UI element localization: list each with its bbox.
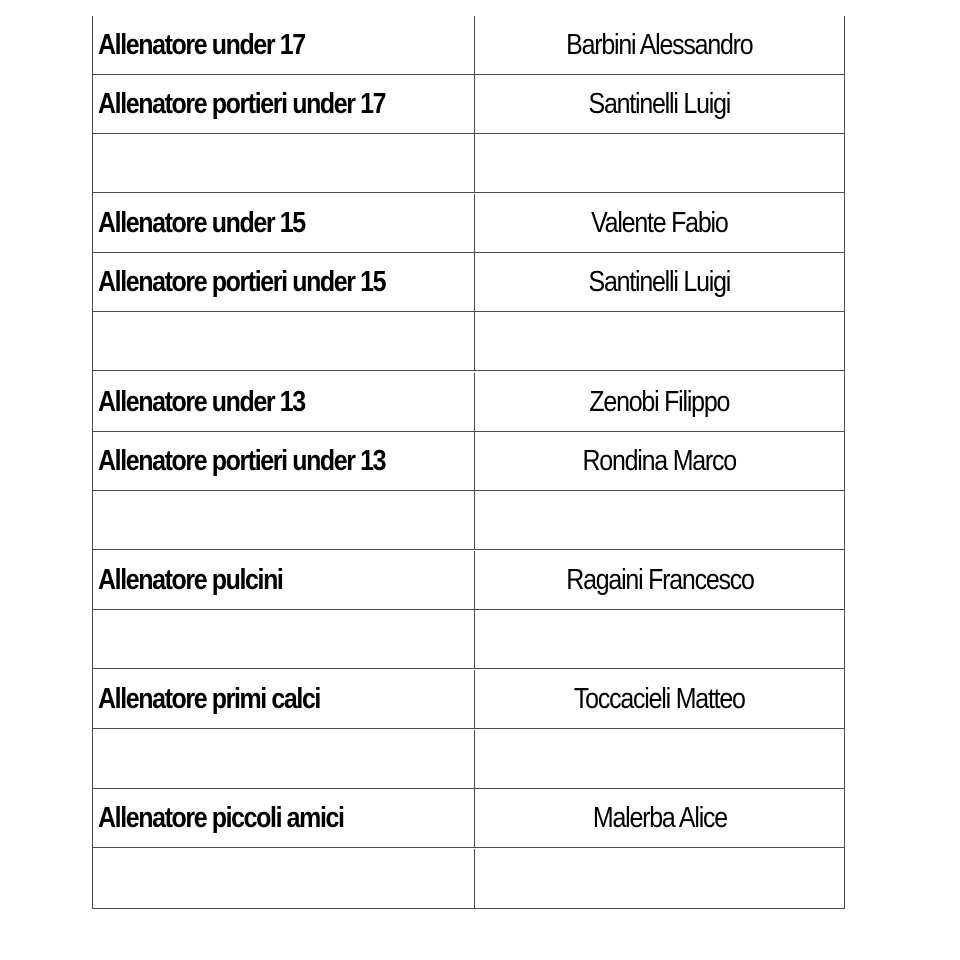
role-cell [93,849,475,908]
coach-name-cell: Malerba Alice [592,801,727,834]
coach-name-cell: Santinelli Luigi [588,87,731,120]
table-row [93,253,844,312]
table-row [93,432,844,491]
role-cell [93,730,475,788]
role-cell: Allenatore portieri under 17 [93,75,475,133]
coach-name-cell: Santinelli Luigi [588,265,731,298]
coach-name-cell [475,610,844,668]
table-row [93,789,844,848]
role-cell: Allenatore under 13 [93,373,475,431]
coach-name-cell [475,134,844,192]
coach-name-cell: Valente Fabio [591,206,728,239]
table-row [93,373,844,432]
table-row [93,551,844,610]
table-row [93,75,844,134]
table-row [93,194,844,253]
coach-name-cell [475,730,844,788]
coach-name-cell [475,491,844,549]
table-row [93,610,844,669]
coach-name-cell: Toccacieli Matteo [574,682,745,715]
role-cell: Allenatore portieri under 15 [93,253,475,311]
coach-name-cell: Barbini Alessandro [566,28,753,61]
role-cell: Allenatore pulcini [93,551,475,609]
table-row [93,849,844,908]
table-row [93,312,844,371]
role-cell [93,491,475,549]
table-row [93,670,844,729]
coach-name-cell: Rondina Marco [582,444,737,477]
table-row [93,730,844,789]
role-cell: Allenatore portieri under 13 [93,432,475,490]
role-cell [93,312,475,370]
coach-name-cell: Zenobi Filippo [589,385,730,418]
coach-name-cell: Ragaini Francesco [565,563,754,596]
coaches-table [92,16,845,909]
table-row [93,134,844,193]
role-cell: Allenatore piccoli amici [93,789,475,847]
role-cell [93,610,475,668]
role-cell [93,134,475,192]
role-cell: Allenatore under 17 [93,16,475,74]
table-row [93,491,844,550]
coach-name-cell [475,312,844,370]
coach-name-cell [475,849,844,908]
role-cell: Allenatore under 15 [93,194,475,252]
table-row [93,16,844,75]
role-cell: Allenatore primi calci [93,670,475,728]
